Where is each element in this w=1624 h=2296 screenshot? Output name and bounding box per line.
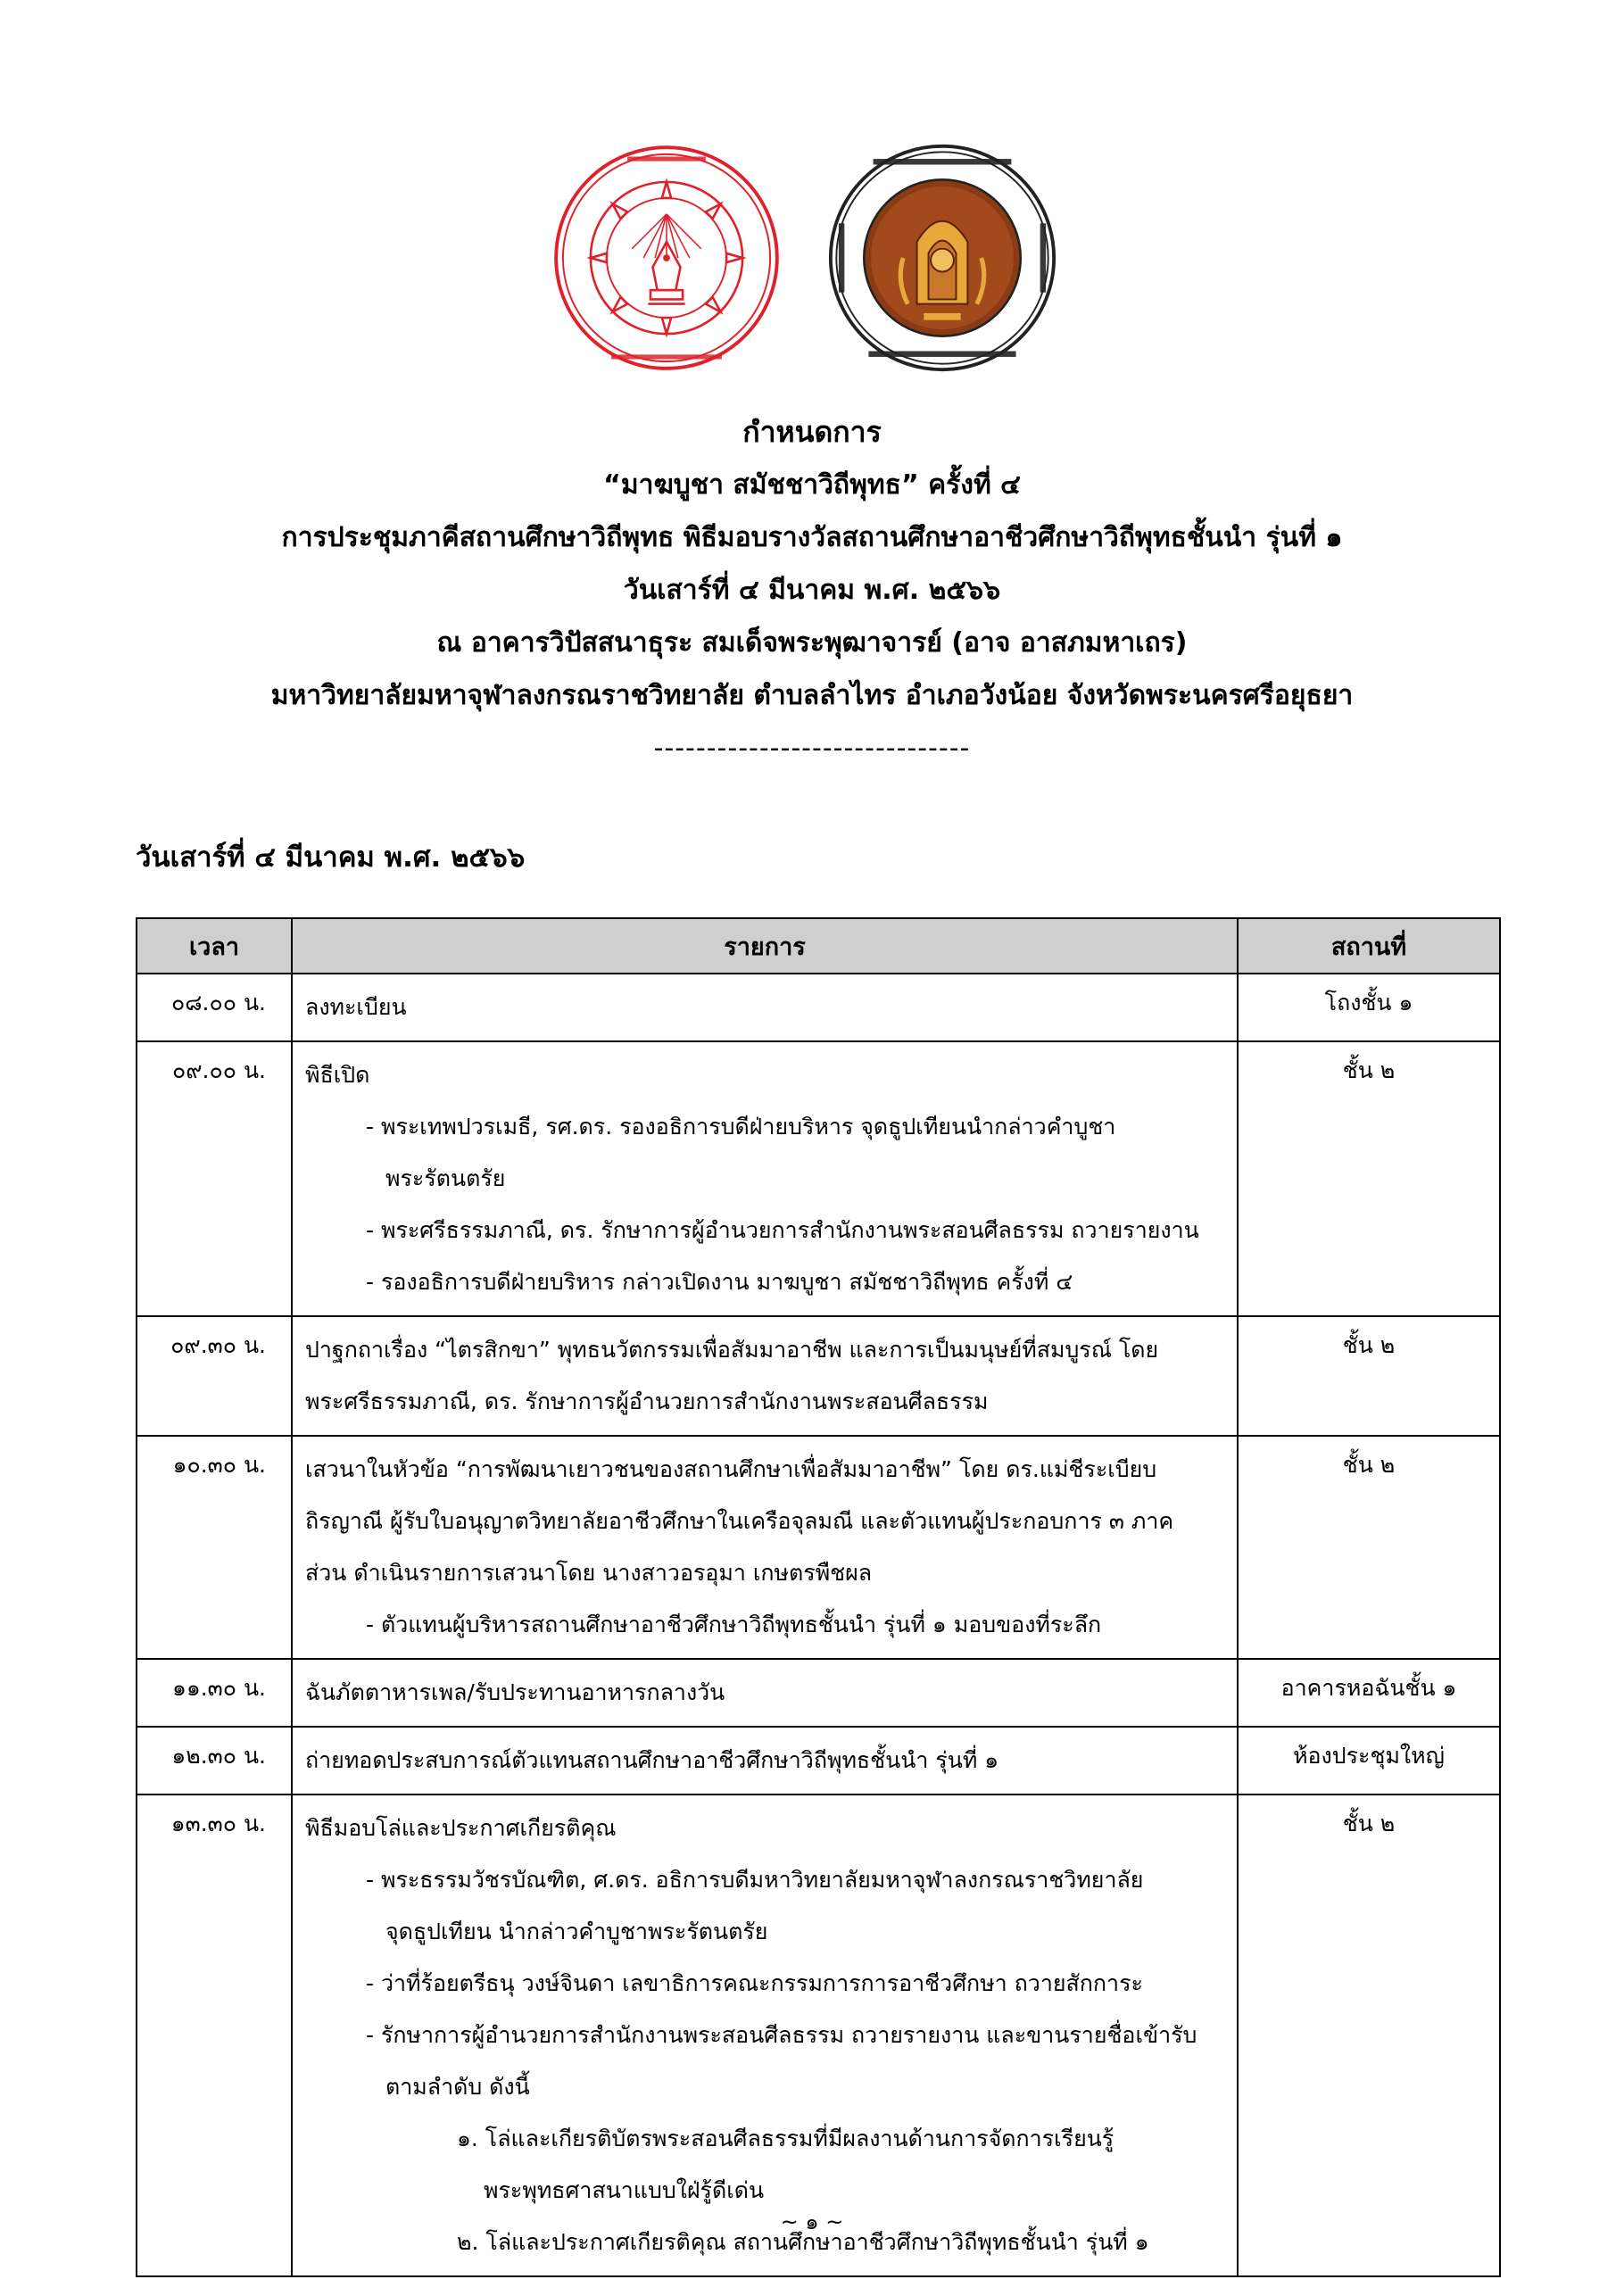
activity-line: พระศรีธรรมภาณี, ดร. รักษาการผู้อำนวยการสำนักงานพระสอนศีลธรรม [305, 1388, 989, 1414]
row-place: อาคารหอฉันชั้น ๑ [1238, 1659, 1500, 1727]
row-activity [292, 1041, 1238, 1316]
header-separator: ------------------------------ [653, 733, 971, 764]
row-time: ๑๓.๓๐ น. [137, 1795, 292, 2276]
document-title: กำหนดการ [742, 415, 882, 449]
row-activity [292, 1659, 1238, 1727]
table-row [137, 1727, 1500, 1795]
activity-line: จุดธูปเทียน นำกล่าวคำบูชาพระรัตนตรัย [385, 1919, 768, 1944]
row-time: ๐๙.๓๐ น. [137, 1316, 292, 1436]
table-row [137, 1041, 1500, 1316]
schedule-date-heading: วันเสาร์ที่ ๔ มีนาคม พ.ศ. ๒๕๖๖ [136, 841, 526, 874]
table-row [137, 1316, 1500, 1436]
header-activity: รายการ [292, 918, 1238, 974]
event-address: มหาวิทยาลัยมหาจุฬาลงกรณราชวิทยาลัย ตำบลลำไทร อำเภอวังน้อย จังหวัดพระนครศรีอยุธยา [270, 680, 1354, 711]
activity-line: พิธีมอบโล่และประกาศเกียรติคุณ [305, 1815, 617, 1841]
activity-line: ๒. โล่และประกาศเกียรติคุณ สถานศึกษาอาชีวศึกษาวิถีพุทธชั้นนำ รุ่นที่ ๑ [457, 2229, 1149, 2255]
vocational-commission-seal-icon [827, 143, 1057, 373]
event-name: “มาฆบูชา สมัชชาวิถีพุทธ” ครั้งที่ ๔ [603, 469, 1021, 501]
page-number: ~ ๑ ~ [780, 2209, 844, 2234]
document-header [0, 406, 1624, 775]
activity-line: ตามลำดับ ดังนี้ [385, 2074, 530, 2100]
activity-line: ถิรญาณี ผู้รับใบอนุญาตวิทยาลัยอาชีวศึกษาในเครือจุลมณี และตัวแทนผู้ประกอบการ ๓ ภาค [305, 1508, 1174, 1534]
activity-line: - รองอธิการบดีฝ่ายบริหาร กล่าวเปิดงาน มาฆบูชา สมัชชาวิถีพุทธ ครั้งที่ ๔ [366, 1269, 1073, 1295]
event-subtitle: การประชุมภาคีสถานศึกษาวิถีพุทธ พิธีมอบรางวัลสถานศึกษาอาชีวศึกษาวิถีพุทธชั้นนำ รุ่นที่ ๑ [281, 522, 1343, 553]
activity-line: ลงทะเบียน [305, 994, 407, 1020]
activity-line: - พระเทพปวรเมธี, รศ.ดร. รองอธิการบดีฝ่ายบริหาร จุดธูปเทียนนำกล่าวคำบูชา [366, 1114, 1116, 1140]
row-activity [292, 1316, 1238, 1436]
activity-line: ส่วน ดำเนินรายการเสวนาโดย นางสาวอรอุมา เกษตรพืชผล [305, 1560, 873, 1586]
row-place: ชั้น ๒ [1238, 1436, 1500, 1659]
table-row [137, 974, 1500, 1041]
activity-line: - รักษาการผู้อำนวยการสำนักงานพระสอนศีลธรรม ถวายรายงาน และขานรายชื่อเข้ารับ [366, 2022, 1197, 2048]
activity-line: - พระธรรมวัชรบัณฑิต, ศ.ดร. อธิการบดีมหาวิทยาลัยมหาจุฬาลงกรณราชวิทยาลัย [366, 1867, 1144, 1893]
table-header-row [137, 918, 1500, 974]
event-date: วันเสาร์ที่ ๔ มีนาคม พ.ศ. ๒๕๖๖ [623, 575, 1001, 606]
row-place: ชั้น ๒ [1238, 1041, 1500, 1316]
row-time: ๑๑.๓๐ น. [137, 1659, 292, 1727]
university-seal-icon [551, 143, 782, 373]
row-activity [292, 1436, 1238, 1659]
activity-line: พิธีเปิด [305, 1062, 370, 1088]
activity-line: ฉันภัตตาหารเพล/รับประทานอาหารกลางวัน [305, 1679, 725, 1705]
event-venue: ณ อาคารวิปัสสนาธุระ สมเด็จพระพุฒาจารย์ (อาจ อาสภมหาเถร) [436, 627, 1188, 659]
row-time: ๑๒.๓๐ น. [137, 1727, 292, 1795]
row-activity [292, 974, 1238, 1041]
activity-line: - ตัวแทนผู้บริหารสถานศึกษาอาชีวศึกษาวิถีพุทธชั้นนำ รุ่นที่ ๑ มอบของที่ระลึก [366, 1612, 1102, 1637]
activity-line: พระรัตนตรัย [385, 1165, 506, 1191]
table-row [137, 1436, 1500, 1659]
activity-line: ปาฐกถาเรื่อง “ไตรสิกขา” พุทธนวัตกรรมเพื่อสัมมาอาชีพ และการเป็นมนุษย์ที่สมบูรณ์ โดย [305, 1337, 1159, 1363]
activity-line: พระพุทธศาสนาแบบใฝ่รู้ดีเด่น [484, 2177, 765, 2203]
row-time: ๐๘.๐๐ น. [137, 974, 292, 1041]
row-place: โถงชั้น ๑ [1238, 974, 1500, 1041]
activity-line: ถ่ายทอดประสบการณ์ตัวแทนสถานศึกษาอาชีวศึกษาวิถีพุทธชั้นนำ รุ่นที่ ๑ [305, 1747, 999, 1773]
row-place: ห้องประชุมใหญ่ [1238, 1727, 1500, 1795]
table-row [137, 1659, 1500, 1727]
schedule-table [136, 917, 1501, 2277]
header-time: เวลา [137, 918, 292, 974]
row-place: ชั้น ๒ [1238, 1316, 1500, 1436]
row-activity [292, 1727, 1238, 1795]
row-time: ๑๐.๓๐ น. [137, 1436, 292, 1659]
activity-line: ๑. โล่และเกียรติบัตรพระสอนศีลธรรมที่มีผลงานด้านการจัดการเรียนรู้ [457, 2126, 1114, 2151]
activity-line: เสวนาในหัวข้อ “การพัฒนาเยาวชนของสถานศึกษาเพื่อสัมมาอาชีพ” โดย ดร.แม่ชีระเบียบ [305, 1456, 1157, 1482]
activity-line: - ว่าที่ร้อยตรีธนุ วงษ์จินดา เลขาธิการคณะกรรมการการอาชีวศึกษา ถวายสักการะ [366, 1970, 1143, 1996]
logos [0, 143, 1624, 375]
header-place: สถานที่ [1238, 918, 1500, 974]
row-time: ๐๙.๐๐ น. [137, 1041, 292, 1316]
activity-line: - พระศรีธรรมภาณี, ดร. รักษาการผู้อำนวยการสำนักงานพระสอนศีลธรรม ถวายรายงาน [366, 1217, 1199, 1243]
row-place: ชั้น ๒ [1238, 1795, 1500, 2276]
